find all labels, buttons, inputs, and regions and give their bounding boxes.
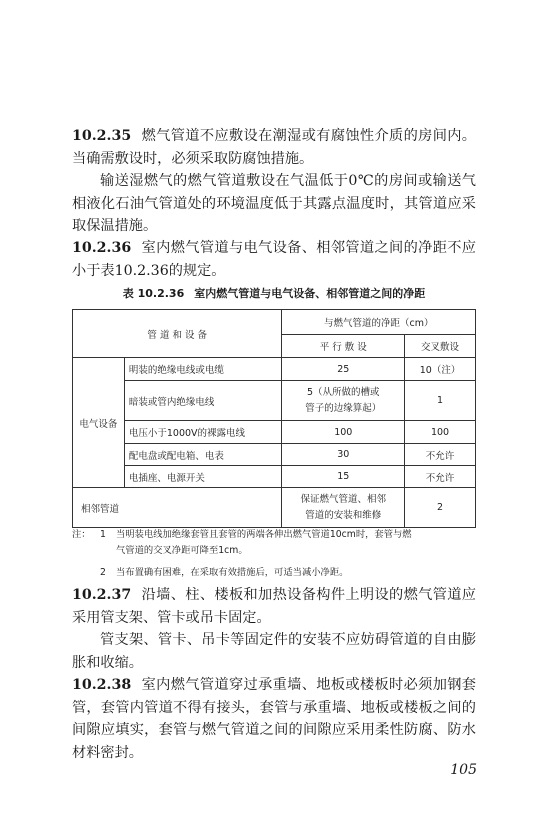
clause-number: 10.2.37 [72,587,132,603]
row-parallel-line: 保证燃气管道、相邻 [300,493,387,505]
row-cross: 不允许 [405,444,476,466]
header-clearance: 与燃气管道的净距（cm） [282,310,476,335]
row-parallel: 25 [282,358,405,381]
row-cross: 2 [405,488,476,528]
clearance-table [72,309,476,528]
clause-number: 10.2.38 [72,677,132,693]
clause-number: 10.2.35 [72,128,132,144]
clause-text: 室内燃气管道与电气设备、相邻管道之间的净距不应小于表10.2.36的规定。 [72,240,476,279]
table-caption [72,286,476,302]
row-cross: 10（注） [405,358,476,381]
row-parallel-line: 5（从所做的槽或 [306,386,380,398]
table-row [73,358,476,381]
row-parallel [282,488,405,528]
row-parallel-line: 管道的安装和维修 [305,509,382,521]
table-header-row [73,310,476,335]
clause-text: 室内燃气管道穿过承重墙、地板或楼板时必须加钢套管，套管内管道不得有接头，套管与承重墙、地板或楼板之间的间隙应填实，套管与燃气管道之间的间隙应采用柔性防腐、防水材料密封。 [72,677,476,761]
section-10-2-37 [72,584,476,629]
clause-text: 燃气管道不应敷设在潮湿或有腐蚀性介质的房间内。当确需敷设时，必须采取防腐蚀措施。 [72,128,476,167]
table-row [73,421,476,444]
note-label: 注： [72,529,91,540]
row-item: 配电盘或配电箱、电表 [124,444,282,466]
row-item: 电压小于1000V的裸露电线 [124,421,282,444]
table-row-adjacent [73,488,476,528]
table-caption-number: 表 10.2.36 [122,287,185,300]
note-number: 2 [100,567,106,578]
clause-number: 10.2.36 [72,240,132,256]
row-item: 明装的绝缘电线或电缆 [124,358,282,381]
table-caption-text: 室内燃气管道与电气设备、相邻管道之间的净距 [194,287,426,300]
table-row [73,444,476,466]
row-cross: 1 [405,381,476,421]
note-line: 气管道的交叉净距可降至1cm。 [116,545,248,556]
clause-text: 沿墙、柱、楼板和加热设备构件上明设的燃气管道应采用管支架、管卡或吊卡固定。 [72,587,476,626]
row-cross: 100 [405,421,476,444]
header-pipe-equipment: 管 道 和 设 备 [73,310,282,358]
note-number: 1 [100,529,106,540]
section-10-2-35 [72,125,476,170]
note-line: 当明装电线加绝缘套管且套管的两端各伸出燃气管道10cm时，套管与燃 [116,529,412,540]
note-text: 当布置确有困难，在采取有效措施后，可适当减小净距。 [116,567,349,578]
group-adjacent: 相邻管道 [73,488,282,528]
row-parallel [282,381,405,421]
header-cross: 交叉敷设 [405,335,476,358]
section-10-2-38 [72,674,476,764]
row-item: 暗装或管内绝缘电线 [124,381,282,421]
section-10-2-35-para2: 输送湿燃气的燃气管道敷设在气温低于0℃的房间或输送气相液化石油气管道处的环境温度低于其露点温度时，其管道应采取保温措施。 [72,173,476,234]
row-item: 电插座、电源开关 [124,466,282,488]
row-parallel: 100 [282,421,405,444]
row-parallel-line: 管子的边缘算起） [305,402,382,414]
section-10-2-37-para2: 管支架、管卡、吊卡等固定件的安装不应妨碍管道的自由膨胀和收缩。 [72,632,476,671]
row-parallel: 30 [282,444,405,466]
table-row [73,381,476,421]
row-parallel: 15 [282,466,405,488]
page-number: 105 [450,762,477,778]
group-electric: 电气设备 [73,358,125,488]
section-10-2-36 [72,237,476,282]
row-cross: 不允许 [405,466,476,488]
table-row [73,466,476,488]
header-parallel: 平 行 敷 设 [282,335,405,358]
note-text [116,527,476,559]
